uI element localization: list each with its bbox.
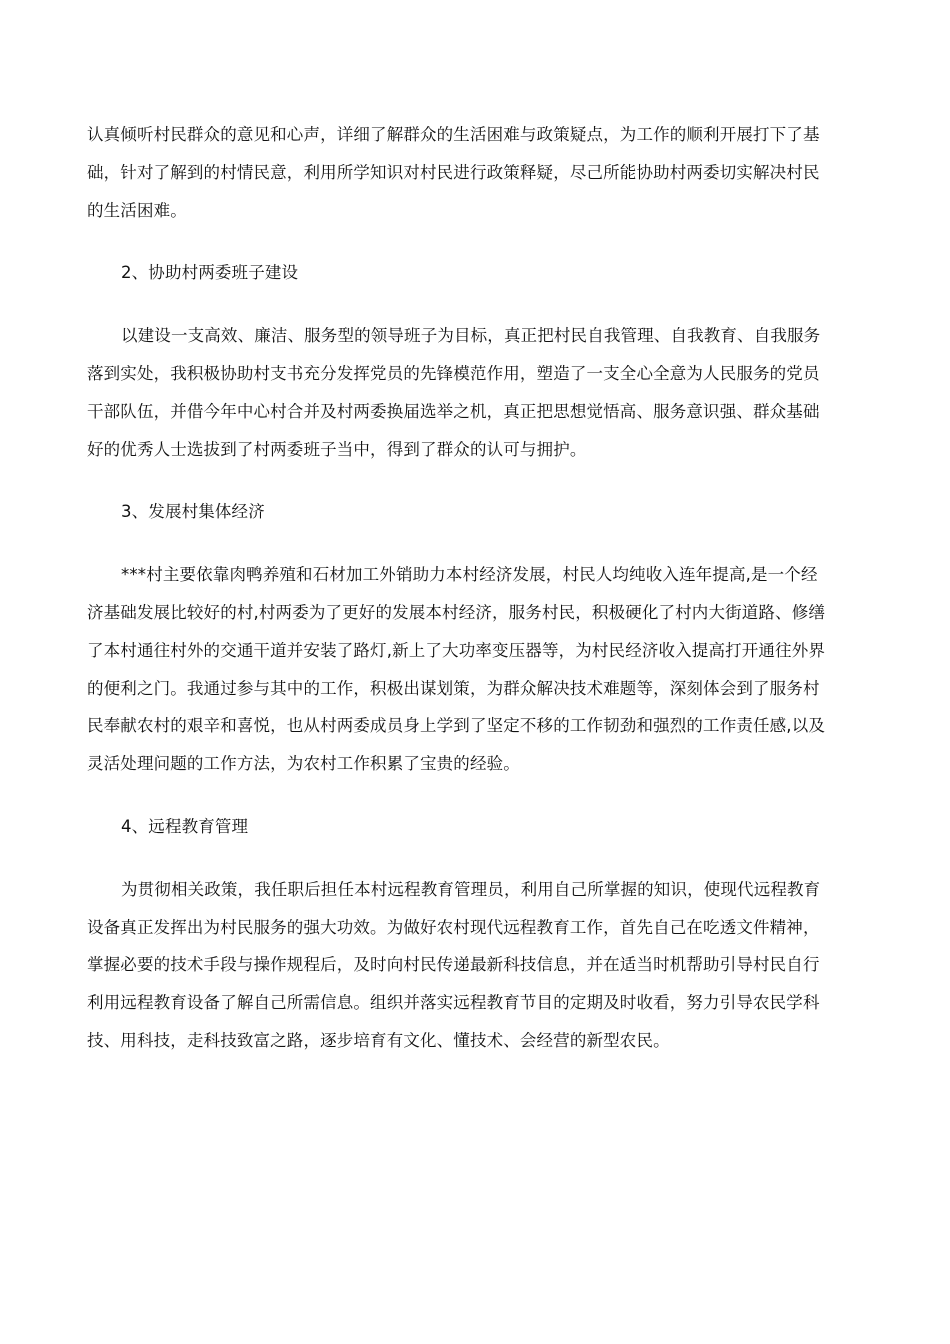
spacer xyxy=(87,783,865,808)
paragraph-line: 认真倾听村民群众的意见和心声，详细了解群众的生活困难与政策疑点，为工作的顺利开展打下了基 xyxy=(87,125,820,144)
paragraph-line: 的生活困难。 xyxy=(87,200,187,220)
paragraph-line: 的便利之门。我通过参与其中的工作，积极出谋划策，为群众解决技术难题等，深刻体会到了服务村 xyxy=(87,678,820,698)
paragraph-line: 了本村通往村外的交通干道并安装了路灯,新上了大功率变压器等，为村民经济收入提高打开通往外界 xyxy=(87,640,825,660)
paragraph-3 xyxy=(87,556,865,783)
paragraph-line: 民奉献农村的艰辛和喜悦，也从村两委成员身上学到了坚定不移的工作韧劲和强烈的工作责任感,以及 xyxy=(87,716,825,736)
spacer xyxy=(87,531,865,556)
paragraph-line: 以建设一支高效、廉洁、服务型的领导班子为目标，真正把村民自我管理、自我教育、自我服务 xyxy=(121,326,821,346)
paragraph-line: 利用远程教育设备了解自己所需信息。组织并落实远程教育节目的定期及时收看，努力引导农民学科 xyxy=(87,993,820,1013)
paragraph-line: 落到实处，我积极协助村支书充分发挥党员的先锋模范作用，塑造了一支全心全意为人民服务的党员 xyxy=(87,363,820,383)
paragraph-4 xyxy=(87,871,865,1060)
section-heading-4: 4、远程教育管理 xyxy=(121,816,249,836)
paragraph-line: 为贯彻相关政策，我任职后担任本村远程教育管理员，利用自己所掌握的知识，使现代远程教育 xyxy=(121,879,821,899)
paragraph-line: ***村主要依靠肉鸭养殖和石材加工外销助力本村经济发展，村民人均纯收入连年提高,是一个经 xyxy=(121,565,818,585)
paragraph-line: 济基础发展比较好的村,村两委为了更好的发展本村经济，服务村民，积极硬化了村内大街道路、修缮 xyxy=(87,602,825,622)
section-heading-2: 2、协助村两委班子建设 xyxy=(121,263,299,283)
spacer xyxy=(87,846,865,871)
section-heading-3: 3、发展村集体经济 xyxy=(121,502,265,522)
paragraph-line: 好的优秀人士选拔到了村两委班子当中，得到了群众的认可与拥护。 xyxy=(87,439,587,459)
paragraph-line: 技、用科技，走科技致富之路，逐步培育有文化、懂技术、会经营的新型农民。 xyxy=(87,1030,670,1050)
spacer xyxy=(87,292,865,317)
document-body xyxy=(87,116,865,1060)
spacer xyxy=(87,229,865,254)
paragraph-line: 干部队伍，并借今年中心村合并及村两委换届选举之机，真正把思想觉悟高、服务意识强、群众基础 xyxy=(87,401,820,421)
paragraph-2 xyxy=(87,317,865,468)
paragraph-line: 础，针对了解到的村情民意，利用所学知识对村民进行政策释疑，尽己所能协助村两委切实解决村民 xyxy=(87,162,820,182)
paragraph-1 xyxy=(87,116,865,229)
paragraph-line: 灵活处理问题的工作方法，为农村工作积累了宝贵的经验。 xyxy=(87,754,520,774)
spacer xyxy=(87,468,865,493)
paragraph-line: 设备真正发挥出为村民服务的强大功效。为做好农村现代远程教育工作，首先自己在吃透文件精神， xyxy=(87,917,820,937)
paragraph-line: 掌握必要的技术手段与操作规程后，及时向村民传递最新科技信息，并在适当时机帮助引导村民自行 xyxy=(87,955,820,975)
